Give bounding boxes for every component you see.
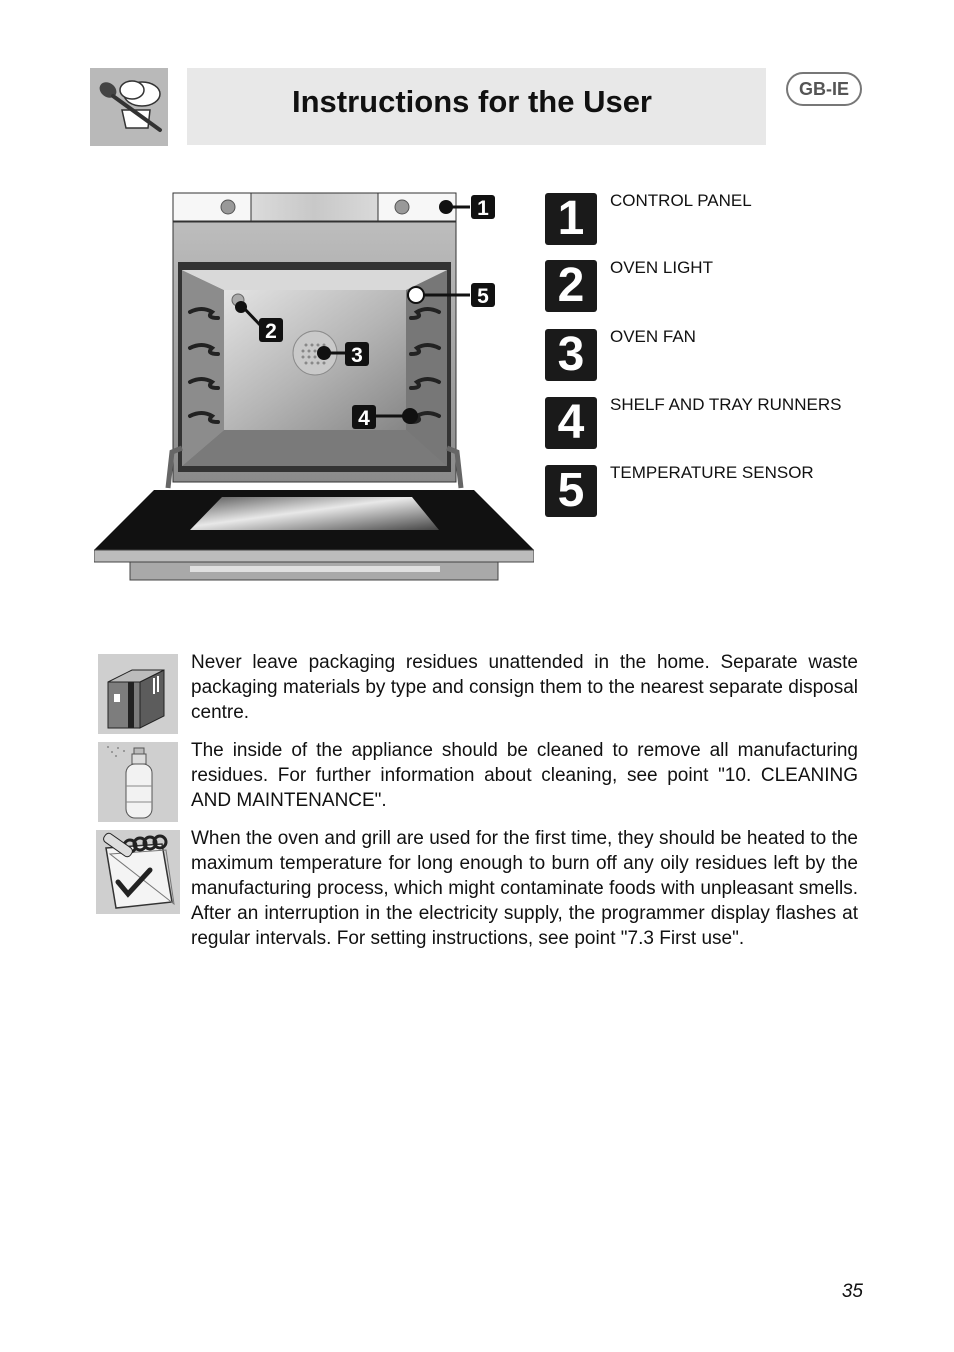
note-cleaning: The inside of the appliance should be cleaned to remove all manufacturing residues. For further information about cleaning, see point "10. CLEANING AND MAINTENANCE". [191,740,858,811]
control-knob [395,200,409,214]
svg-text:1: 1 [477,197,489,220]
callout-4 [352,405,376,430]
note-packaging: Never leave packaging residues unattended in the home. Separate waste packaging materials by type and consign them to the nearest separate disposal centre. [191,652,858,723]
legend-number: 4 [545,397,597,449]
legend-label: SHELF AND TRAY RUNNERS [610,395,842,414]
page-title: Instructions for the User [292,84,652,119]
callout-1 [471,195,495,220]
control-knob [221,200,235,214]
svg-text:2: 2 [265,320,277,343]
title-bar [187,68,766,145]
legend-item-temperature-sensor [545,465,875,517]
legend-item-control-panel [545,193,875,245]
legend-label: OVEN FAN [610,327,696,346]
door-glass [190,497,439,530]
callout-5 [471,283,495,308]
svg-text:4: 4 [358,407,370,430]
svg-text:3: 3 [351,344,363,367]
legend-label: OVEN LIGHT [610,258,713,277]
language-badge: GB-IE [786,72,862,106]
packaging-box-icon [98,654,178,734]
legend-number: 2 [545,260,597,312]
callout-3 [345,342,369,367]
svg-text:5: 5 [477,285,489,308]
callout-2 [259,318,283,343]
legend-item-oven-fan [545,329,875,381]
notebook-check-icon [96,830,180,914]
legend-item-oven-light [545,260,875,312]
spray-bottle-icon [98,742,178,822]
legend-label: CONTROL PANEL [610,191,752,210]
legend-number: 3 [545,329,597,381]
legend-number: 5 [545,465,597,517]
chef-logo [90,68,168,146]
note-first-use: When the oven and grill are used for the first time, they should be heated to the maximum temperature for long enough to burn off any oily residues left by the manufacturing process, which might contaminate foods with unpleasant smells. After an interruption in the electricity supply, the programmer display flashes at regular intervals. For setting instructions, see point "7.3 First use". [191,828,858,949]
chef-spoon-icon [90,68,168,146]
legend-label: TEMPERATURE SENSOR [610,463,814,482]
page-number: 35 [841,1281,863,1302]
legend-number: 1 [545,193,597,245]
legend-item-shelf-runners [545,397,875,449]
oven-diagram [94,190,534,582]
